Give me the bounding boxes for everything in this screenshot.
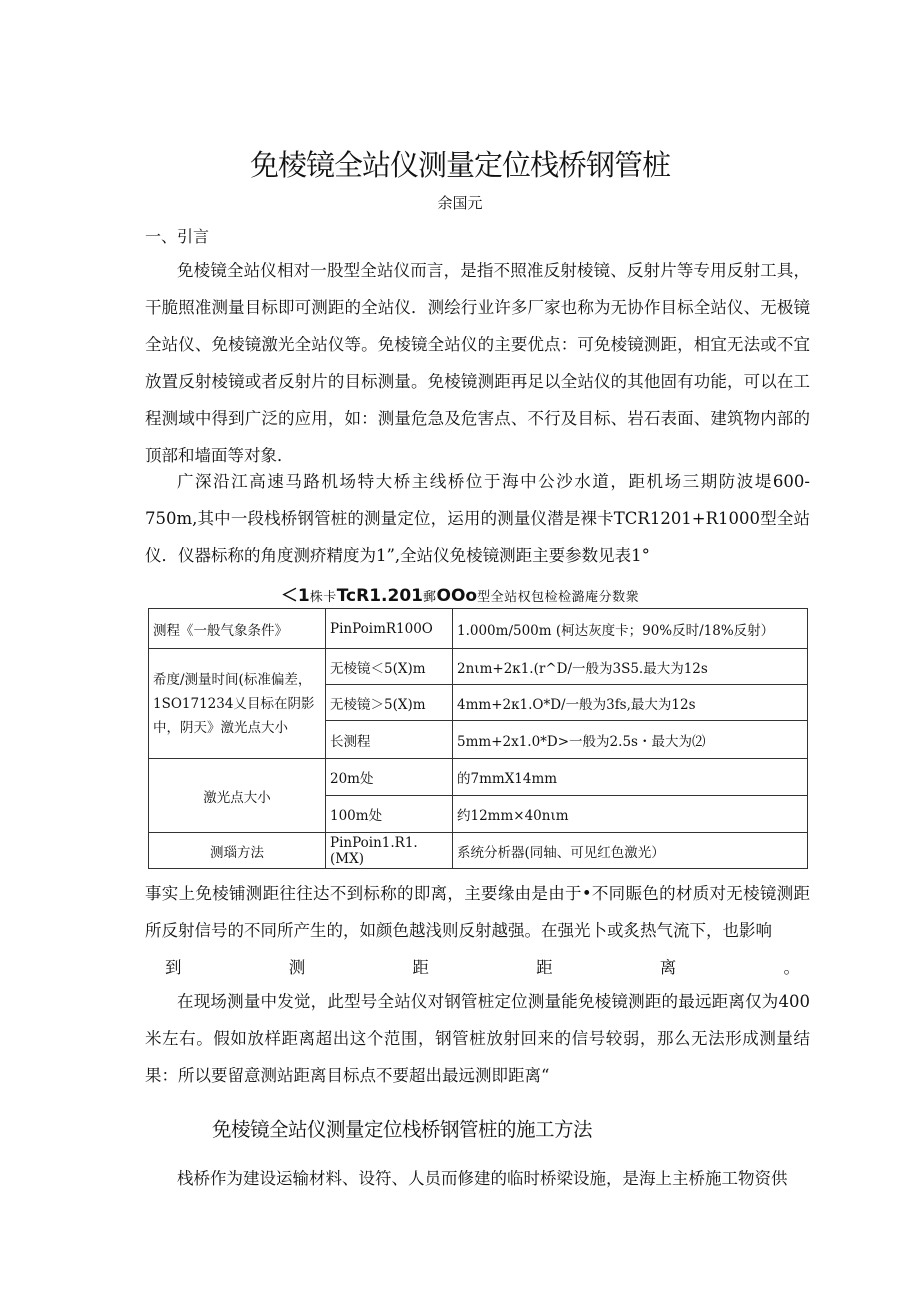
table-cell: 100m处 bbox=[326, 796, 453, 833]
table-cell-laser-label: 激光点大小 bbox=[149, 759, 326, 833]
table-row bbox=[149, 833, 808, 869]
table-cell: 5mm+2x1.0*D>一般为2.5s・最大为⑵ bbox=[453, 721, 808, 759]
section-heading-intro: 一、引言 bbox=[145, 227, 210, 246]
spec-table bbox=[148, 608, 808, 869]
spread-char: 距 bbox=[536, 958, 553, 977]
spread-char: 测 bbox=[288, 958, 306, 977]
spread-char: 到 bbox=[165, 958, 182, 977]
caption-suffix: 型全站权包检检潞庵分数衆 bbox=[477, 590, 640, 605]
accuracy-paragraph-spread-line bbox=[145, 949, 810, 986]
author: 余国元 bbox=[437, 194, 483, 212]
caption-middle2: 郵 bbox=[423, 590, 437, 605]
table-cell: 4mm+2κ1.O*D/一般为3fs,最大为12s bbox=[453, 685, 808, 721]
table-row bbox=[149, 649, 808, 685]
table-cell: 20m处 bbox=[326, 759, 453, 796]
table-cell: 1.000m∕500m (柯达灰度卡；90%反时/18%反射） bbox=[453, 609, 808, 649]
table-cell: 约12mm×40nιm bbox=[453, 796, 808, 833]
intro-paragraph-text: 免棱镜全站仪相对一股型全站仪而言，是指不照准反射棱镜、反射片等专用反射工具，干脆照准测量目标即可测距的全站仪．测绘行业许多厂家也称为无协作目标全站仪、无极镜全站仪、免棱镜激光全站仪等。免棱镜全站仪的主要优点：可免棱镜测距，相宜无法或不宜放置反射棱镜或者反射片的目标测量。免棱镜测距再足以全站仪的其他固有功能，可以在工程测域中得到广泛的应用，如：测量危急及危害点、不行及目标、岩石表面、建筑物内部的顶部和墙面等对象． bbox=[145, 261, 810, 465]
table-cell: 长测程 bbox=[326, 721, 453, 759]
table-row bbox=[149, 609, 808, 649]
accuracy-paragraph bbox=[145, 875, 810, 986]
table-cell: 无棱镜＞5(X)m bbox=[326, 685, 453, 721]
table-cell: 无棱镜＜5(X)m bbox=[326, 649, 453, 685]
field-paragraph-text: 在现场测量中发觉，此型号全站仪对钢管桩定位测量能免棱镜测距的最远距离仅为400米左右。假如放样距离超出这个范围，钢管桩放射回来的信号较弱，那么无法形成测量结果：所以要留意测站距离目标点不要超出最远测即距离“ bbox=[145, 992, 810, 1085]
intro-paragraph bbox=[145, 252, 810, 474]
table-cell: PinPoin1.R1.(MX) bbox=[326, 833, 453, 869]
section-heading-method: 免棱镜全站仪测量定位栈桥钢管桩的施工方法 bbox=[212, 1118, 593, 1141]
caption-model2: OOo bbox=[436, 586, 478, 606]
field-paragraph bbox=[145, 983, 810, 1094]
accuracy-paragraph-text: 事实上免棱铺测距往往达不到标称的即离，主要缘由是由于•不同賑色的材质对无棱镜测距所反射信号的不同所产生的，如颜色越浅则反射越强。在强光卜或炙热气流下，也影响 bbox=[145, 884, 810, 940]
trestle-paragraph-text: 栈桥作为建设运输材料、设符、人员而修建的临时桥梁设施，是海上主桥施工物资供 bbox=[177, 1169, 788, 1188]
caption-prefix: ＜1 bbox=[280, 586, 310, 606]
caption-middle: 株卡 bbox=[309, 590, 337, 605]
caption-model: TcR1.201 bbox=[336, 586, 423, 606]
table-cell: 测瑙方法 bbox=[149, 833, 326, 869]
table-cell: 的7mmX14mm bbox=[453, 759, 808, 796]
spread-char: 距 bbox=[412, 958, 429, 977]
table-cell: PinPoimR100O bbox=[326, 609, 453, 649]
page-title: 免棱镜全站仪测量定位栈桥钢管桩 bbox=[249, 148, 670, 182]
table-cell: 2nιm+2κ1.(r^D/一般为3S5.最大为12s bbox=[453, 649, 808, 685]
trestle-paragraph bbox=[145, 1160, 810, 1197]
table-cell: 系统分析器(同轴、可见红色激光） bbox=[453, 833, 808, 869]
table-cell: 测程《一般气象条件》 bbox=[149, 609, 326, 649]
spread-char: 离 bbox=[659, 958, 677, 977]
project-paragraph-text: 广深沿江高速马路机场特大桥主线桥位于海中公沙水道，距机场三期防波堤600-750m,其中一段栈桥钢管桩的测量定位，运用的测量仪潜是裸卡TCR1201+R1000型全站仪．仪器标称的角度测疥精度为1”,全站仪免棱镜测距主要参数见表1° bbox=[145, 472, 810, 565]
table-caption bbox=[0, 581, 920, 606]
spread-char: 。 bbox=[783, 958, 800, 977]
table-row bbox=[149, 759, 808, 796]
table-cell-group-label: 希度/测量时间(标准偏差，1SO171234乂目标在阴影中，阴天》激光点大小 bbox=[149, 649, 326, 759]
project-paragraph bbox=[145, 463, 810, 574]
